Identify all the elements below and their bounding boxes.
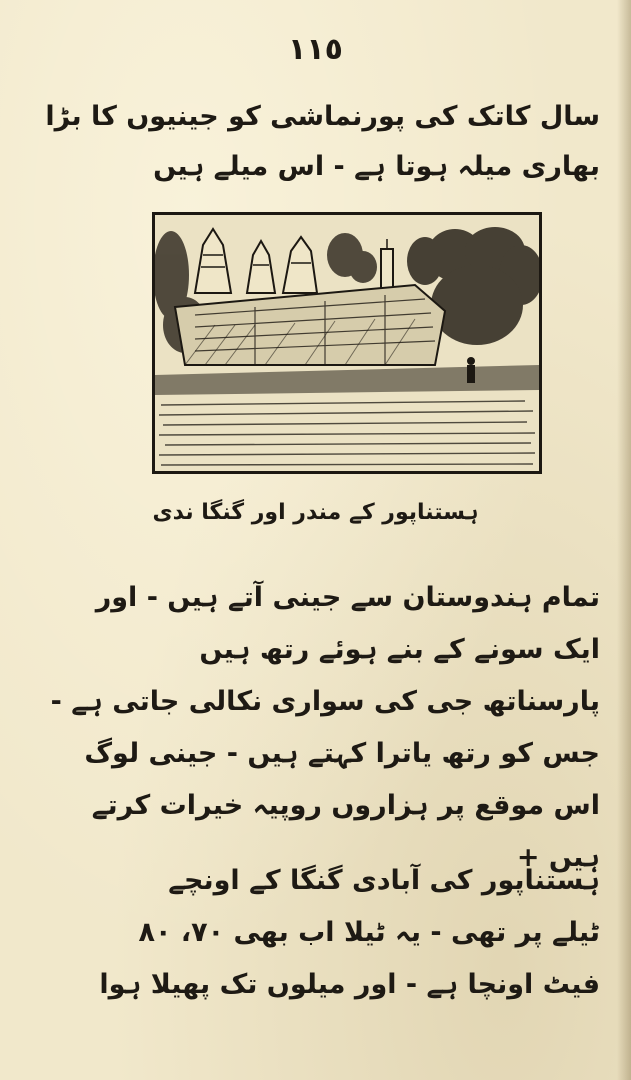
temple-river-illustration	[152, 212, 542, 474]
paragraph-middle	[40, 572, 600, 884]
text-line: ایک سونے کے بنے ہوئے رتھ ہیں	[199, 634, 600, 665]
text-line: تمام ہندوستان سے جینی آتے ہیں - اور	[95, 582, 600, 613]
text-line: اس موقع پر ہزاروں روپیہ خیرات کرتے	[91, 790, 600, 821]
text-line: ٹیلے پر تھی - یہ ٹیلا اب بھی ۷۰، ۸۰	[138, 917, 600, 948]
page-number: ١١٥	[288, 32, 343, 67]
illustration-sketch	[155, 215, 539, 471]
illustration-caption: ہستناپور کے مندر اور گنگا ندی	[152, 500, 479, 525]
text-line: پارسناتھ جی کی سواری نکالی جاتی ہے -	[50, 686, 600, 717]
paragraph-bottom	[40, 855, 600, 1011]
text-line: ہستناپور کی آبادی گنگا کے اونچے	[168, 865, 600, 896]
page-edge-shadow	[617, 0, 631, 1080]
text-line: سال کاتک کی پورنماشی کو جینیوں کا بڑا	[45, 101, 600, 132]
text-line: جس کو رتھ یاترا کہتے ہیں - جینی لوگ	[84, 738, 600, 769]
text-line: فیٹ اونچا ہے - اور میلوں تک پھیلا ہوا	[99, 969, 600, 1000]
text-line: بھاری میلہ ہوتا ہے - اس میلے ہیں	[153, 151, 600, 182]
paragraph-top	[40, 92, 600, 192]
text-line: ہیں +	[516, 842, 600, 873]
